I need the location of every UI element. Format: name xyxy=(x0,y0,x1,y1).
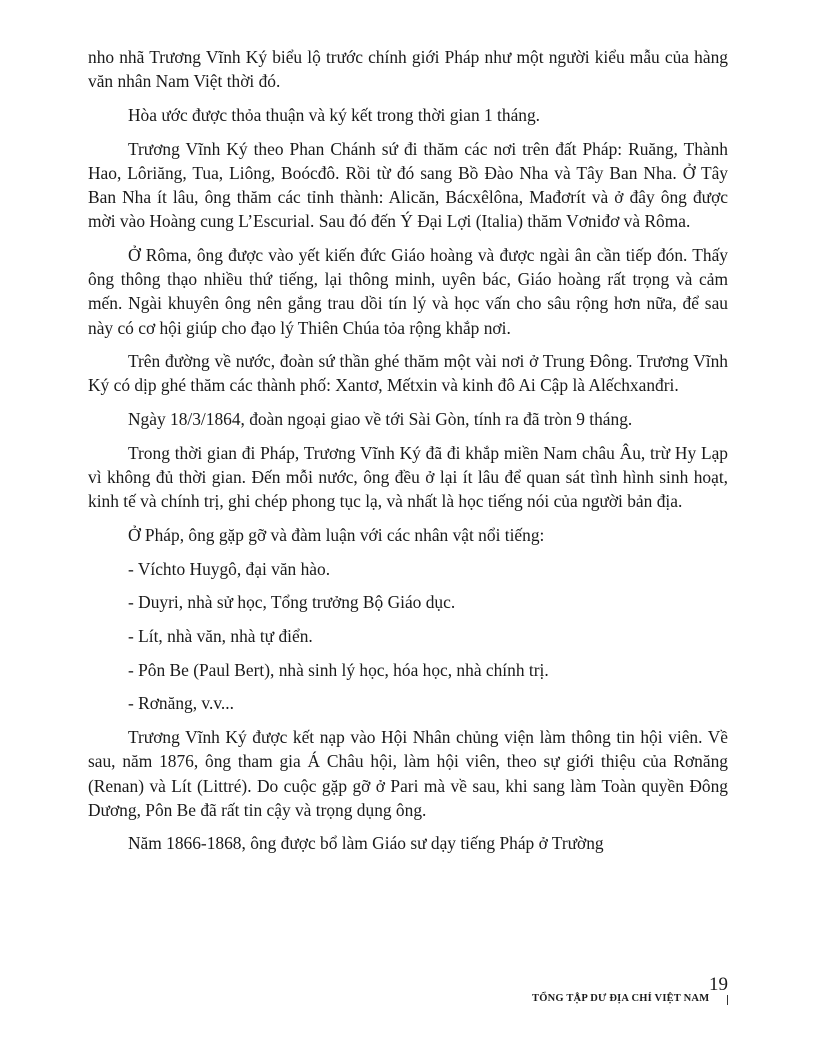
paragraph: nho nhã Trương Vĩnh Ký biểu lộ trước chính giới Pháp như một người kiểu mẫu của hàng văn nhân Nam Việt thời đó. xyxy=(88,47,728,92)
paragraph: Trong thời gian đi Pháp, Trương Vĩnh Ký đã đi khắp miền Nam châu Âu, trừ Hy Lạp vì không đủ thời gian. Đến mỗi nước, ông đều ở lại ít lâu để quan sát tình hình sinh hoạt, kinh tế và chính trị, ghi chép phong tục lạ, và nhất là học tiếng nói của người bản địa. xyxy=(88,442,728,512)
list-item: - Lít, nhà văn, nhà tự điển. xyxy=(128,626,313,647)
list-item: - Víchto Huygô, đại văn hào. xyxy=(128,558,331,579)
list-item: - Pôn Be (Paul Bert), nhà sinh lý học, hóa học, nhà chính trị. xyxy=(128,659,549,680)
paragraph: Trương Vĩnh Ký theo Phan Chánh sứ đi thăm các nơi trên đất Pháp: Ruăng, Thành Hao, Lôriăng, Tua, Liông, Boócđô. Rồi từ đó sang Bồ Đào Nha và Tây Ban Nha. Ở Tây Ban Nha ít lâu, ông thăm các tỉnh thành: Alicăn, Bácxêlôna, Mađơrít và ở đây ông được mời vào Hoàng cung L’Escurial. Sau đó đến Ý Đại Lợi (Italia) thăm Vơniđơ và Rôma. xyxy=(88,138,728,232)
notable-people-list xyxy=(88,557,728,716)
paragraph: Ở Rôma, ông được vào yết kiến đức Giáo hoàng và được ngài ân cần tiếp đón. Thấy ông thông thạo nhiều thứ tiếng, lại thông minh, uyên bác, Giáo hoàng rất trọng và cảm mến. Ngài khuyên ông nên gắng trau dồi tín lý và học vấn cho sâu rộng hơn nữa, để sau này có cơ hội giúp cho đạo lý Thiên Chúa tỏa rộng khắp nơi. xyxy=(88,244,728,338)
paragraph: Năm 1866-1868, ông được bổ làm Giáo sư dạy tiếng Pháp ở Trường xyxy=(128,833,604,854)
paragraph: Ở Pháp, ông gặp gỡ và đàm luận với các nhân vật nổi tiếng: xyxy=(128,524,545,545)
paragraph: Ngày 18/3/1864, đoàn ngoại giao về tới Sài Gòn, tính ra đã tròn 9 tháng. xyxy=(128,409,633,430)
paragraph: Hòa ước được thỏa thuận và ký kết trong thời gian 1 tháng. xyxy=(128,104,541,125)
page-number: 19 xyxy=(709,974,728,995)
running-footer-title: TỔNG TẬP DƯ ĐỊA CHÍ VIỆT NAM xyxy=(532,993,710,1004)
list-item: - Rơnăng, v.v... xyxy=(128,693,234,714)
paragraph: Trên đường về nước, đoàn sứ thần ghé thăm một vài nơi ở Trung Đông. Trương Vĩnh Ký có dịp ghé thăm các thành phố: Xantơ, Mếtxin và kinh đô Ai Cập là Alếchxanđri. xyxy=(88,351,728,396)
list-item: - Duyri, nhà sử học, Tổng trưởng Bộ Giáo dục. xyxy=(128,592,456,613)
paragraph: Trương Vĩnh Ký được kết nạp vào Hội Nhân chủng viện làm thông tin hội viên. Về sau, năm 1876, ông tham gia Á Châu hội, làm hội viên, theo sự giới thiệu của Rơnăng (Renan) và Lít (Littré). Do cuộc gặp gỡ ở Pari mà về sau, khi sang làm Toàn quyền Đông Dương, Pôn Be đã rất tin cậy và trọng dụng ông. xyxy=(88,727,728,820)
page-body xyxy=(88,45,728,865)
footer-divider xyxy=(727,995,728,1005)
